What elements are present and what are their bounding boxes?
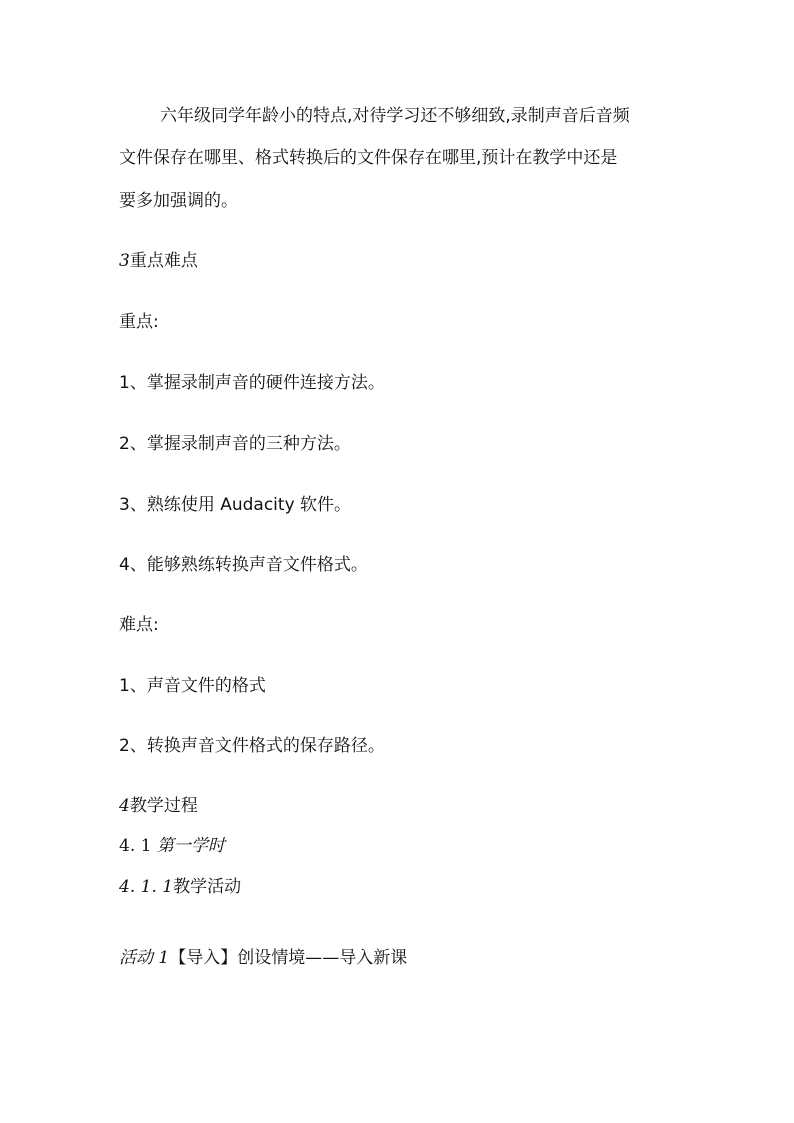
activity-1-title: 【导入】创设情境——导入新课 (169, 948, 408, 968)
difficulty-item: 1、声音文件的格式 (119, 676, 266, 696)
key-point-item: 3、熟练使用 Audacity 软件。 (119, 495, 352, 515)
section-4-title: 教学过程 (129, 796, 198, 816)
subsection-4-1-1-number: 4. 1. 1 (119, 877, 174, 897)
subsection-4-1-1-heading (119, 875, 241, 899)
section-3-title: 重点难点 (129, 251, 198, 271)
intro-paragraph-line-1: 六年级同学年龄小的特点,对待学习还不够细致,录制声音后音频 (160, 106, 630, 126)
key-point-item: 4、能够熟练转换声音文件格式。 (119, 555, 368, 575)
intro-paragraph-line-2: 文件保存在哪里、格式转换后的文件保存在哪里,预计在教学中还是 (119, 148, 618, 168)
section-4-heading (119, 794, 198, 818)
key-points-heading: 重点: (119, 312, 159, 332)
difficulties-heading: 难点: (119, 615, 159, 635)
intro-paragraph-line-3: 要多加强调的。 (119, 191, 238, 211)
subsection-4-1-title: 第一学时 (156, 836, 225, 856)
key-point-item: 1、掌握录制声音的硬件连接方法。 (119, 373, 385, 393)
difficulty-item: 2、转换声音文件格式的保存路径。 (119, 736, 385, 756)
activity-1-heading (119, 946, 407, 970)
section-4-number: 4 (119, 796, 130, 816)
subsection-4-1-1-title: 教学活动 (173, 877, 242, 897)
activity-1-prefix: 活动 1 (119, 948, 170, 968)
section-3-heading (119, 249, 198, 273)
subsection-4-1-heading (119, 834, 225, 858)
key-point-item: 2、掌握录制声音的三种方法。 (119, 434, 351, 454)
subsection-4-1-number: 4. 1 (119, 836, 157, 856)
section-3-number: 3 (119, 251, 130, 271)
